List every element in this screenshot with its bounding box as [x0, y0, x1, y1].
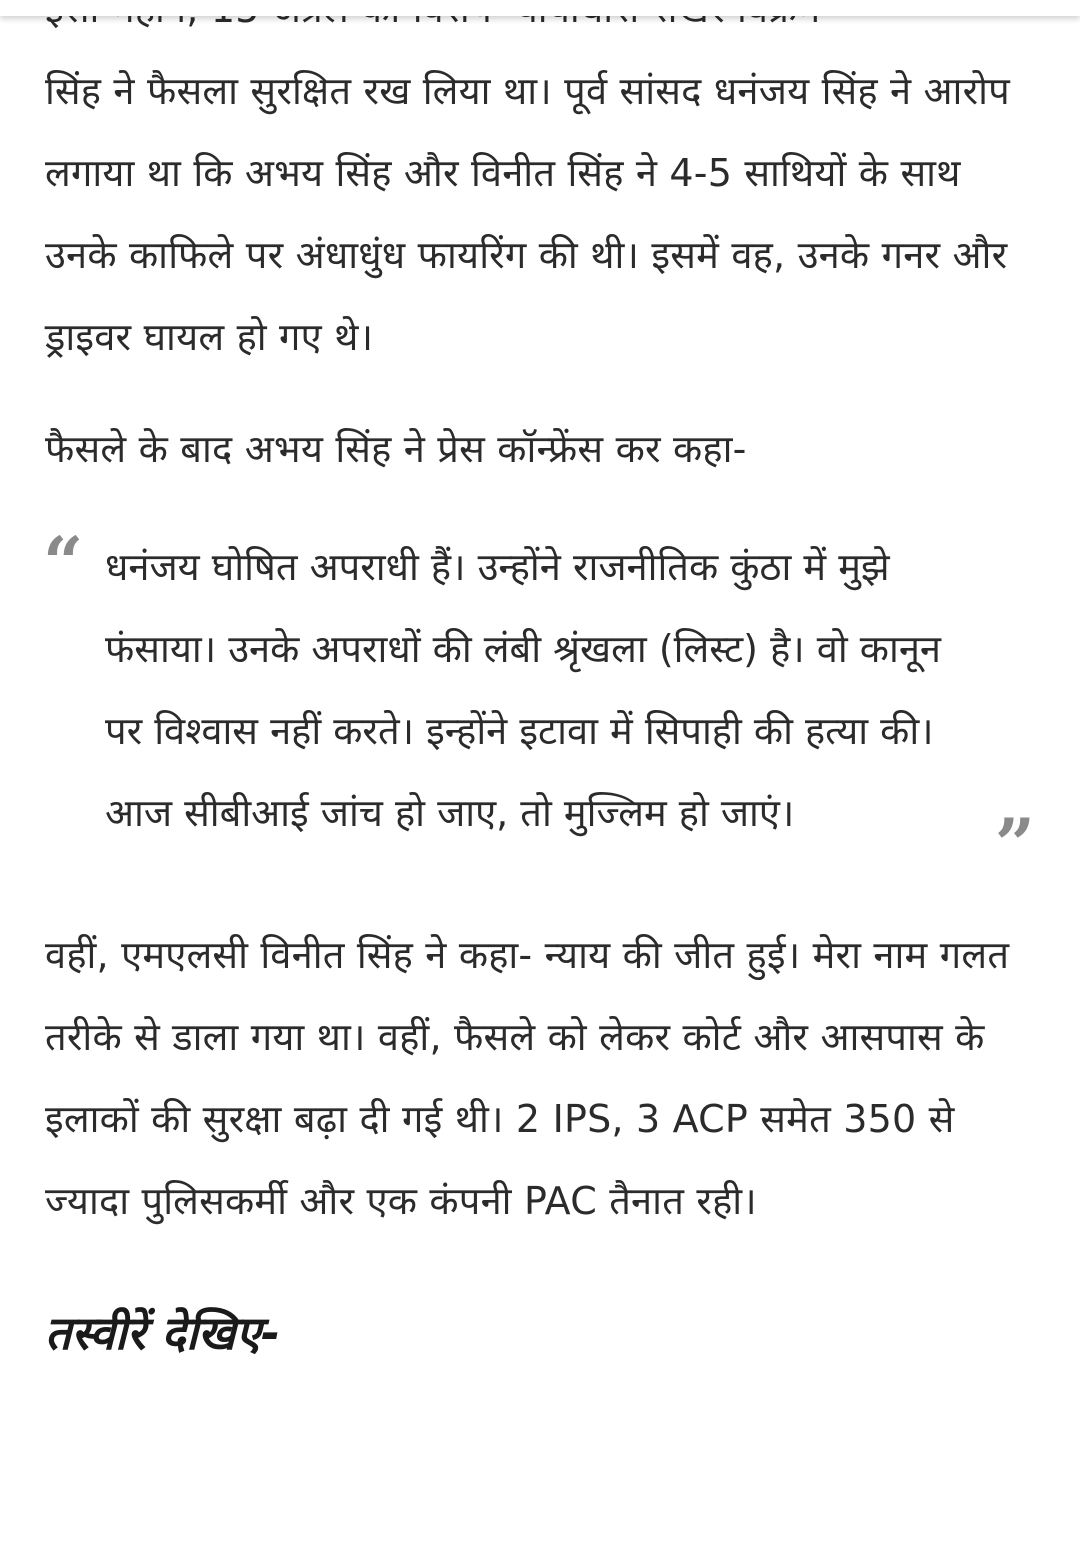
top-toolbar-shadow [0, 0, 1080, 16]
blockquote [43, 521, 1035, 886]
quote-text: धनंजय घोषित अपराधी हैं। उन्होंने राजनीतिक कुंठा में मुझे फंसाया। उनके अपराधों की लंबी श्रृंखला (लिस्ट) है। वो कानून पर विश्वास नहीं करते। इन्होंने इटावा में सिपाही की हत्या की। आज सीबीआई जांच हो जाए, तो मुज्लिम हो जाएं। [105, 545, 942, 835]
article-body [45, 0, 1035, 1368]
section-heading-photos: तस्वीरें देखिए- [45, 1306, 280, 1360]
close-quote-icon: ” [994, 803, 1035, 886]
paragraph-intro: सिंह ने फैसला सुरक्षित रख लिया था। पूर्व सांसद धनंजय सिंह ने आरोप लगाया था कि अभय सिंह और विनीत सिंह ने 4-5 साथियों के साथ उनके काफिले पर अंधाधुंध फायरिंग की थी। इसमें वह, उनके गनर और ड्राइवर घायल हो गए थे। [45, 69, 1010, 359]
paragraph-vinit-singh: वहीं, एमएलसी विनीत सिंह ने कहा- न्याय की जीत हुई। मेरा नाम गलत तरीके से डाला गया था। वहीं, फैसले को लेकर कोर्ट और आसपास के इलाकों की सुरक्षा बढ़ा दी गई थी। 2 IPS, 3 ACP समेत 350 से ज्यादा पुलिसकर्मी और एक कंपनी PAC तैनात रही। [45, 933, 1010, 1223]
open-quote-icon: “ [43, 521, 84, 604]
paragraph-press-conference: फैसले के बाद अभय सिंह ने प्रेस कॉन्फ्रेंस कर कहा- [45, 427, 747, 471]
